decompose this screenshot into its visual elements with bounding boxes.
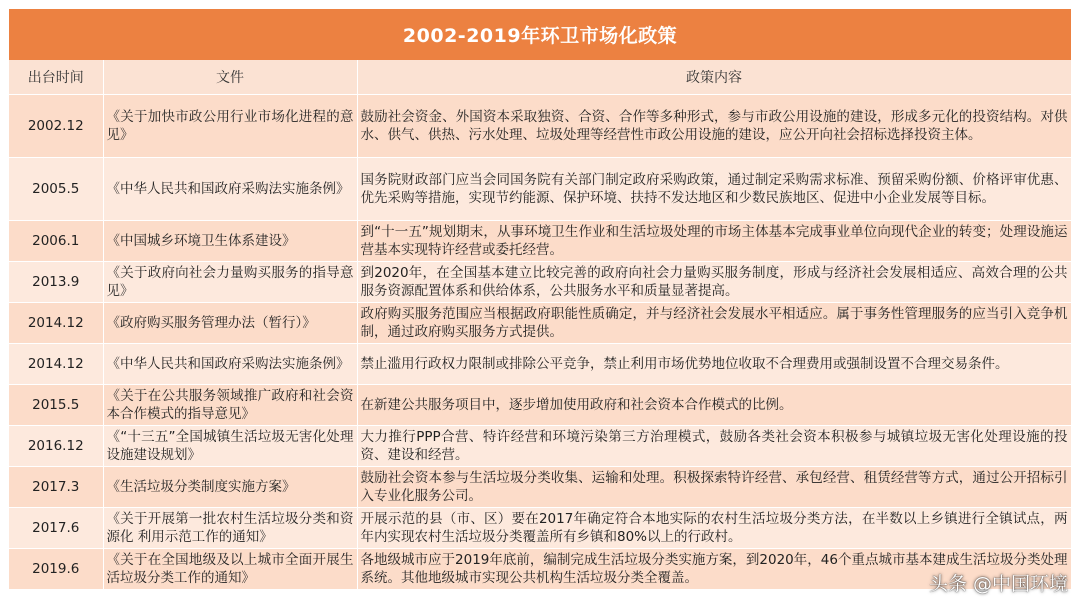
table-row xyxy=(9,344,1071,385)
row-content: 各地级城市应于2019年底前，编制完成生活垃圾分类实施方案，到2020年，46个重点城市基本建成生活垃圾分类处理系统。其他地级城市实现公共机构生活垃圾分类全覆盖。 xyxy=(357,549,1071,590)
table-row xyxy=(9,95,1071,158)
row-doc: 《关于政府向社会力量购买服务的指导意见》 xyxy=(103,262,357,303)
table-row xyxy=(9,385,1071,426)
table-row xyxy=(9,467,1071,508)
row-date: 2006.1 xyxy=(9,221,103,262)
row-date: 2005.5 xyxy=(9,158,103,221)
header-date: 出台时间 xyxy=(9,60,103,95)
row-doc: 《关于开展第一批农村生活垃圾分类和资源化 利用示范工作的通知》 xyxy=(103,508,357,549)
row-doc: 《中华人民共和国政府采购法实施条例》 xyxy=(103,158,357,221)
row-doc: 《政府购买服务管理办法（暂行）》 xyxy=(103,303,357,344)
row-date: 2019.6 xyxy=(9,549,103,590)
row-content: 国务院财政部门应当会同国务院有关部门制定政府采购政策，通过制定采购需求标准、预留采购份额、价格评审优惠、优先采购等措施，实现节约能源、保护环境、扶持不发达地区和少数民族地区、促进中小企业发展等目标。 xyxy=(357,158,1071,221)
policy-table xyxy=(9,60,1072,590)
table-title: 2002-2019年环卫市场化政策 xyxy=(9,9,1071,60)
row-content: 到2020年，在全国基本建立比较完善的政府向社会力量购买服务制度，形成与经济社会发展相适应、高效合理的公共服务资源配置体系和供给体系，公共服务水平和质量显著提高。 xyxy=(357,262,1071,303)
row-date: 2002.12 xyxy=(9,95,103,158)
table-row xyxy=(9,303,1071,344)
table-row xyxy=(9,426,1071,467)
row-date: 2015.5 xyxy=(9,385,103,426)
row-date: 2017.6 xyxy=(9,508,103,549)
row-content: 禁止滥用行政权力限制或排除公平竞争，禁止利用市场优势地位收取不合理费用或强制设置不合理交易条件。 xyxy=(357,344,1071,385)
row-content: 大力推行PPP合营、特许经营和环境污染第三方治理模式，鼓励各类社会资本积极参与城镇垃圾无害化处理设施的投资、建设和经营。 xyxy=(357,426,1071,467)
row-content: 到“十一五”规划期末，从事环境卫生作业和生活垃圾处理的市场主体基本完成事业单位向现代企业的转变；处理设施运营基本实现特许经营或委托经营。 xyxy=(357,221,1071,262)
table-row xyxy=(9,221,1071,262)
table-row xyxy=(9,549,1071,590)
row-doc: 《“十三五”全国城镇生活垃圾无害化处理设施建设规划》 xyxy=(103,426,357,467)
row-date: 2014.12 xyxy=(9,344,103,385)
table-row xyxy=(9,508,1071,549)
header-doc: 文件 xyxy=(103,60,357,95)
watermark: 头条 @中国环境 xyxy=(928,573,1068,595)
row-content: 鼓励社会资金、外国资本采取独资、合资、合作等多种形式，参与市政公用设施的建设，形成多元化的投资结构。对供水、供气、供热、污水处理、垃圾处理等经营性市政公用设施的建设，应公开向社会招标选择投资主体。 xyxy=(357,95,1071,158)
row-content: 在新建公共服务项目中，逐步增加使用政府和社会资本合作模式的比例。 xyxy=(357,385,1071,426)
table-row xyxy=(9,158,1071,221)
row-date: 2013.9 xyxy=(9,262,103,303)
row-date: 2016.12 xyxy=(9,426,103,467)
table-row xyxy=(9,262,1071,303)
row-date: 2017.3 xyxy=(9,467,103,508)
row-content: 政府购买服务范围应当根据政府职能性质确定，并与经济社会发展水平相适应。属于事务性管理服务的应当引入竞争机制，通过政府购买服务方式提供。 xyxy=(357,303,1071,344)
row-doc: 《中国城乡环境卫生体系建设》 xyxy=(103,221,357,262)
row-doc: 《关于加快市政公用行业市场化进程的意见》 xyxy=(103,95,357,158)
policy-table-figure xyxy=(9,9,1071,603)
row-doc: 《关于在公共服务领域推广政府和社会资本合作模式的指导意见》 xyxy=(103,385,357,426)
header-content: 政策内容 xyxy=(357,60,1071,95)
row-doc: 《中华人民共和国政府采购法实施条例》 xyxy=(103,344,357,385)
header-row xyxy=(9,60,1071,95)
row-doc: 《关于在全国地级及以上城市全面开展生活垃圾分类工作的通知》 xyxy=(103,549,357,590)
row-content: 鼓励社会资本参与生活垃圾分类收集、运输和处理。积极探索特许经营、承包经营、租赁经营等方式，通过公开招标引入专业化服务公司。 xyxy=(357,467,1071,508)
row-doc: 《生活垃圾分类制度实施方案》 xyxy=(103,467,357,508)
row-date: 2014.12 xyxy=(9,303,103,344)
row-content: 开展示范的县（市、区）要在2017年确定符合本地实际的农村生活垃圾分类方法，在半数以上乡镇进行全镇试点，两年内实现农村生活垃圾分类覆盖所有乡镇和80%以上的行政村。 xyxy=(357,508,1071,549)
